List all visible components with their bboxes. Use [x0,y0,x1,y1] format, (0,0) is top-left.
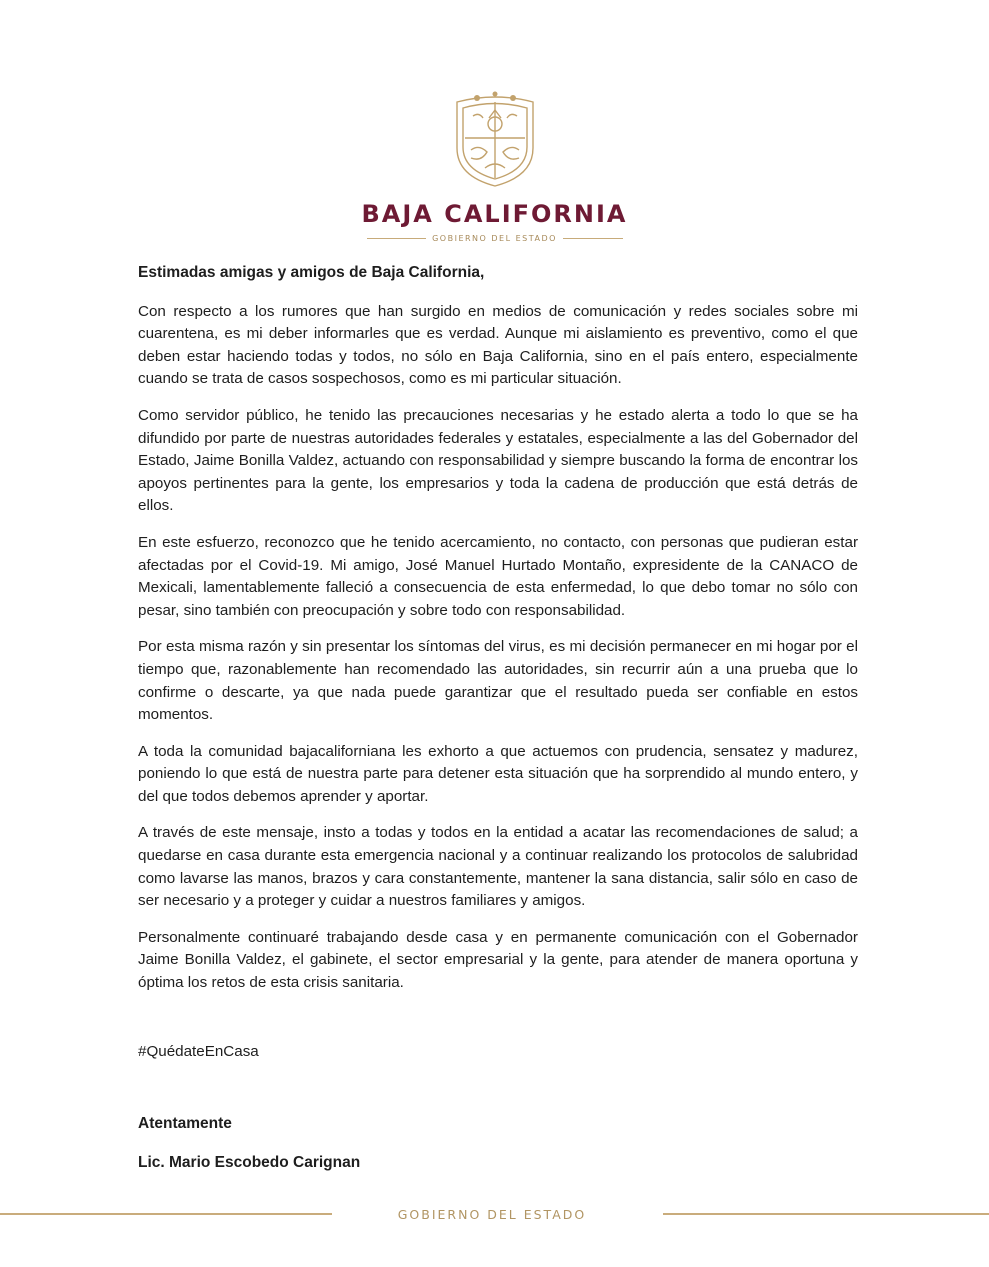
footer [0,1204,989,1224]
footer-label: GOBIERNO DEL ESTADO [397,1206,587,1222]
letterhead [0,88,989,243]
signature: Lic. Mario Escobedo Carignan [138,1153,361,1171]
paragraph: A través de este mensaje, insto a todas y todos en la entidad a acatar las recomendaciones de salud; a quedarse en casa durante esta emergencia nacional y a continuar realizando los protocolos de salubridad como lavarse las manos, brazos y cara constantemente, mantener la sana distancia, salir sólo en caso de ser necesario y a proteger y cuidar a nuestros familiares y amigos. [138,824,858,910]
paragraph: Por esta misma razón y sin presentar los síntomas del virus, es mi decisión permanecer en mi hogar por el tiempo que, razonablemente han recomendado las autoridades, sin recurrir aún a una prueba que lo confirme o descarte, ya que nada puede garantizar que el resultado pueda ser confiable en estos momentos. [138,638,858,724]
coat-of-arms-icon [449,88,541,190]
hashtag: #QuédateEnCasa [138,1042,259,1060]
paragraph: A toda la comunidad bajacaliforniana les exhorto a que actuemos con prudencia, sensatez y madurez, poniendo lo que está de nuestra parte para detener esta situación que ha sorprendido al mundo entero, y del que todos debemos aprender y aportar. [138,742,858,805]
brand-subtitle-text: GOBIERNO DEL ESTADO [432,234,557,243]
footer-rule-left [0,1213,332,1215]
closing: Atentamente [138,1115,232,1133]
brand-name: BAJA CALIFORNIA [361,200,628,228]
greeting: Estimadas amigas y amigos de Baja California, [138,264,485,281]
paragraph: Con respecto a los rumores que han surgido en medios de comunicación y redes sociales sobre mi cuarentena, es mi deber informarles que es verdad. Aunque mi aislamiento es preventivo, como el que deben estar haciendo todas y todos, no sólo en Baja California, sino en el país entero, especialmente cuando se trata de casos sospechosos, como es mi particular situación. [138,302,858,388]
paragraph: En este esfuerzo, reconozco que he tenido acercamiento, no contacto, con personas que pudieran estar afectadas por el Covid-19. Mi amigo, José Manuel Hurtado Montaño, expresidente de la CANACO de Mexicali, lamentablemente falleció a consecuencia de esta enfermedad, lo que debo tomar no sólo con pesar, sino también con preocupación y sobre todo con responsabilidad. [138,533,858,619]
subtitle-rule-right [563,238,623,239]
paragraph: Personalmente continuaré trabajando desde casa y en permanente comunicación con el Gobernador Jaime Bonilla Valdez, el gabinete, el sector empresarial y la gente, para atender de manera oportuna y óptima los retos de esta crisis sanitaria. [138,928,858,992]
brand-subtitle [367,234,623,243]
subtitle-rule-left [367,238,427,239]
paragraph: Como servidor público, he tenido las precauciones necesarias y he estado alerta a todo lo que se ha difundido por parte de nuestras autoridades federales y estatales, especialmente a las del Gobernador del Estado, Jaime Bonilla Valdez, actuando con responsabilidad y siempre buscando la forma de encontrar los apoyos pertinentes para la gente, los empresarios y toda la cadena de producción que está detrás de ellos. [138,406,858,515]
footer-rule-right [663,1213,989,1215]
letter-body [138,262,858,1174]
